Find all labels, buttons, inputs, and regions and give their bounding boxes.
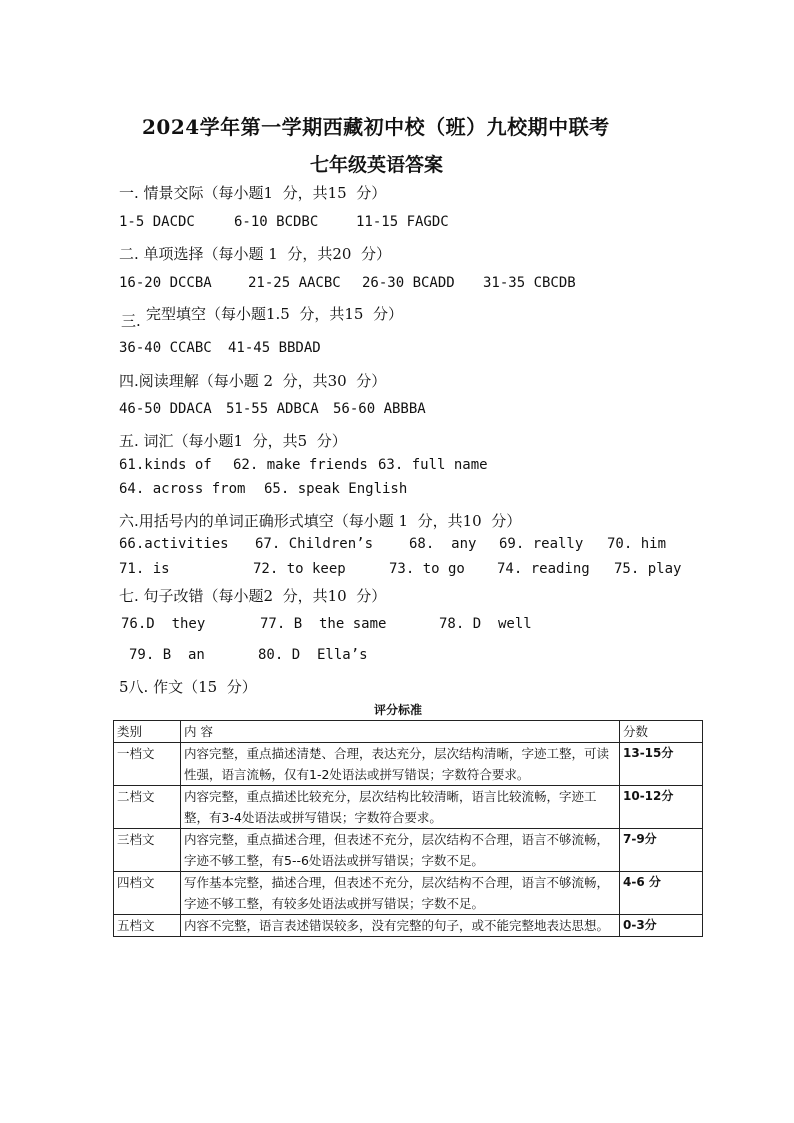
rubric-content: 写作基本完整，描述合理，但表述不充分，层次结构不合理，语言不够流畅，字迹不够工整，有较多处语法或拼写错误；字数不足。: [181, 872, 620, 915]
answer-group: 41-45 BBDAD: [228, 340, 321, 356]
rubric-header-score: 分数: [620, 721, 703, 743]
correction-answer: 76.D they: [121, 616, 206, 632]
answer-group: 46-50 DDACA: [119, 401, 212, 417]
rubric-score: 13-15分: [620, 743, 703, 786]
rubric-score: 7-9分: [620, 829, 703, 872]
answer-group: 51-55 ADBCA: [226, 401, 319, 417]
vocab-answer: 64. across from: [119, 481, 246, 497]
rubric-content: 内容完整，重点描述比较充分，层次结构比较清晰，语言比较流畅，字迹工整，有3-4处语法或拼写错误；字数符合要求。: [181, 786, 620, 829]
rubric-category: 五档文: [114, 915, 181, 937]
section-5-heading: 五. 词汇（每小题1 分，共5 分）: [119, 432, 347, 450]
answer-group: 1-5 DACDC: [119, 214, 195, 230]
correction-answer: 79. B an: [129, 647, 205, 663]
fill-answer: 72. to keep: [253, 561, 346, 577]
fill-answer: 70. him: [607, 536, 667, 552]
section-4-heading: 四.阅读理解（每小题 2 分，共30 分）: [119, 372, 387, 390]
answer-group: 26-30 BCADD: [362, 275, 455, 291]
rubric-caption: 评分标准: [374, 703, 423, 717]
rubric-row: [114, 872, 703, 915]
rubric-row: [114, 786, 703, 829]
vocab-answer: 63. full name: [378, 457, 488, 473]
answer-group: 11-15 FAGDC: [356, 214, 449, 230]
rubric-row: [114, 915, 703, 937]
vocab-answer: 61.kinds of: [119, 457, 212, 473]
correction-answer: 77. B the same: [260, 616, 387, 632]
fill-answer: 75. play: [614, 561, 682, 577]
answer-group: 6-10 BCDBC: [234, 214, 319, 230]
answer-group: 36-40 CCABC: [119, 340, 212, 356]
section-3-number: 三.: [121, 312, 141, 330]
rubric-content: 内容完整，重点描述合理，但表述不充分，层次结构不合理，语言不够流畅，字迹不够工整，有5--6处语法或拼写错误；字数不足。: [181, 829, 620, 872]
fill-answer: 74. reading: [497, 561, 590, 577]
page-title: 2024学年第一学期西藏初中校（班）九校期中联考: [142, 115, 610, 139]
rubric-row: [114, 829, 703, 872]
correction-answer: 78. D well: [439, 616, 532, 632]
fill-answer: 73. to go: [389, 561, 465, 577]
rubric-table: [113, 720, 703, 937]
section-6-heading: 六.用括号内的单词正确形式填空（每小题 1 分，共10 分）: [119, 512, 522, 530]
rubric-category: 一档文: [114, 743, 181, 786]
rubric-score: 10-12分: [620, 786, 703, 829]
correction-answer: 80. D Ella’s: [258, 647, 368, 663]
rubric-content: 内容不完整，语言表述错误较多，没有完整的句子，或不能完整地表达思想。: [181, 915, 620, 937]
section-2-heading: 二. 单项选择（每小题 1 分，共20 分）: [119, 245, 392, 263]
section-3-heading: 完型填空（每小题1.5 分，共15 分）: [146, 305, 404, 323]
fill-answer: 66.activities: [119, 536, 229, 552]
answer-group: 56-60 ABBBA: [333, 401, 426, 417]
rubric-header-content: 内 容: [181, 721, 620, 743]
section-1-heading: 一. 情景交际（每小题1 分，共15 分）: [119, 184, 387, 202]
page-subtitle: 七年级英语答案: [310, 154, 444, 176]
fill-answer: 68. any: [409, 536, 477, 552]
fill-answer: 71. is: [119, 561, 170, 577]
vocab-answer: 62. make friends: [233, 457, 368, 473]
section-7-heading: 七. 句子改错（每小题2 分，共10 分）: [119, 587, 387, 605]
rubric-row: [114, 743, 703, 786]
answer-group: 31-35 CBCDB: [483, 275, 576, 291]
vocab-answer: 65. speak English: [264, 481, 408, 497]
rubric-content: 内容完整，重点描述清楚、合理，表达充分，层次结构清晰，字迹工整，可读性强，语言流畅，仅有1-2处语法或拼写错误；字数符合要求。: [181, 743, 620, 786]
answer-group: 21-25 AACBC: [248, 275, 341, 291]
rubric-score: 0-3分: [620, 915, 703, 937]
rubric-header-row: [114, 721, 703, 743]
rubric-category: 三档文: [114, 829, 181, 872]
rubric-score: 4-6 分: [620, 872, 703, 915]
rubric-category: 四档文: [114, 872, 181, 915]
answer-group: 16-20 DCCBA: [119, 275, 212, 291]
fill-answer: 69. really: [499, 536, 584, 552]
rubric-category: 二档文: [114, 786, 181, 829]
fill-answer: 67. Children’s: [255, 536, 374, 552]
rubric-header-category: 类别: [114, 721, 181, 743]
section-8-heading: 5八. 作文（15 分）: [119, 678, 257, 696]
